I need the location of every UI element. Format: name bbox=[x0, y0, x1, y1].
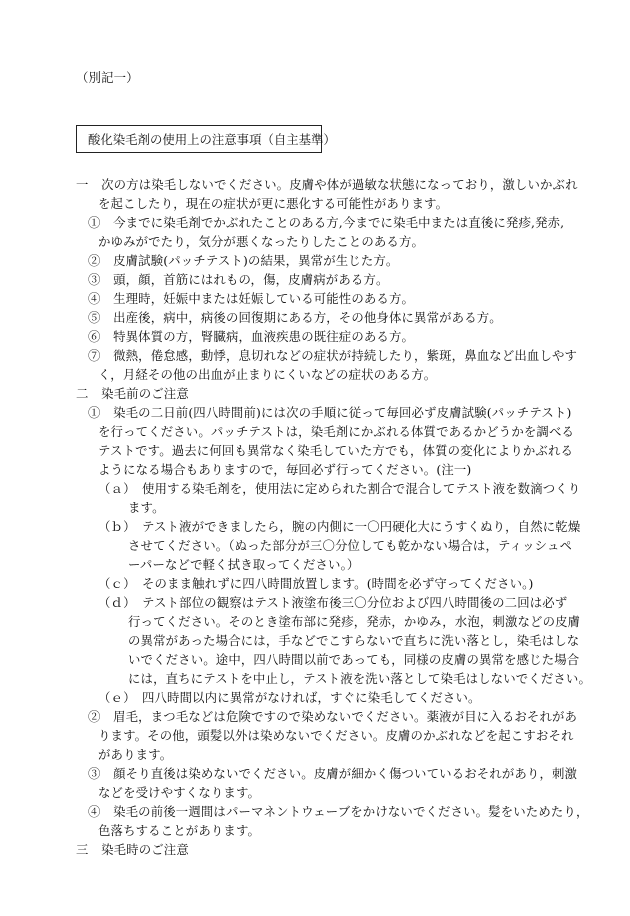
text-line: ようになる場合もありますので，毎回必ず行ってください。(注一) bbox=[98, 462, 472, 477]
text-line: ① 染毛の二日前(四八時間前)には次の手順に従って毎回必ず皮膚試験(パッチテスト) bbox=[88, 405, 572, 420]
box-title: 酸化染毛剤の使用上の注意事項（自主基準） bbox=[88, 132, 336, 147]
text-line: などを受けやすくなります。 bbox=[98, 785, 261, 800]
text-line: （ｂ） テスト液ができましたら，腕の内側に一〇円硬化大にうすくぬり，自然に乾燥 bbox=[98, 519, 581, 534]
text-line: ⑤ 出産後，病中，病後の回復期にある方，その他身体に異常がある方。 bbox=[88, 310, 502, 325]
text-line: （ｄ） テスト部位の観察はテスト液塗布後三〇分位および四八時間後の二回は必ず bbox=[98, 595, 568, 610]
text-line: ⑦ 微熱，倦怠感，動悸，息切れなどの症状が持続したり，紫斑，鼻血など出血しやす bbox=[88, 348, 578, 363]
text-line: 行ってください。そのとき塗布部に発疹，発赤，かゆみ，水泡，刺激などの皮膚 bbox=[128, 614, 581, 629]
text-line: く，月経その他の出血が止まりにくいなどの症状のある方。 bbox=[98, 367, 437, 382]
text-line: があります。 bbox=[98, 747, 173, 762]
text-line: ⑥ 特異体質の方，腎臓病，血液疾患の既往症のある方。 bbox=[88, 329, 415, 344]
text-line: ③ 頭，顔，首筋にはれもの，傷，皮膚病がある方。 bbox=[88, 272, 389, 287]
text-line: ります。その他，頭髪以外は染めないでください。皮膚のかぶれなどを起こすおそれ bbox=[98, 728, 574, 743]
text-line: 一 次の方は染毛しないでください。皮膚や体が過敏な状態になっており，激しいかぶれ bbox=[76, 177, 578, 192]
text-line: （ｃ） そのまま触れずに四八時間放置します。(時間を必ず守ってください。) bbox=[98, 576, 534, 591]
text-line: を起こしたり，現在の症状が更に悪化する可能性があります。 bbox=[98, 196, 449, 211]
text-line: ③ 顔そり直後は染めないでください。皮膚が細かく傷ついているおそれがあり，刺激 bbox=[88, 766, 578, 781]
section-heading: 三 染毛時のご注意 bbox=[76, 842, 189, 857]
text-line: ーパーなどで軽く拭き取ってください。） bbox=[128, 557, 360, 572]
title-box bbox=[76, 125, 336, 153]
text-line: ④ 生理時，妊娠中または妊娠している可能性のある方。 bbox=[88, 291, 415, 306]
text-line: （ａ） 使用する染毛剤を，使用法に定められた割合で混合してテスト液を数滴つくり bbox=[98, 481, 581, 496]
text-line: ① 今までに染毛剤でかぶれたことのある方,今までに染毛中または直後に発疹,発赤, bbox=[88, 215, 565, 230]
text-line: ④ 染毛の前後一週間はパーマネントウェーブをかけないでください。髪をいためたり， bbox=[88, 804, 589, 819]
text-line: ② 眉毛，まつ毛などは危険ですので染めないでください。薬液が目に入るおそれがあ bbox=[88, 709, 578, 724]
text-line: ます。 bbox=[128, 500, 165, 515]
text-line: いでください。途中，四八時間以前であっても，同様の皮膚の異常を感じた場合 bbox=[128, 652, 580, 667]
text-line: 色落ちすることがあります。 bbox=[98, 823, 261, 838]
section-heading: 二 染毛前のご注意 bbox=[76, 386, 189, 401]
text-line: ② 皮膚試験(パッチテスト)の結果，異常が生じた方。 bbox=[88, 253, 399, 268]
text-line: には，直ちにテストを中止し，テスト液を洗い落として染毛はしないでください。 bbox=[128, 671, 592, 686]
text-line: させてください。（ぬった部分が三〇分位しても乾かない場合は，ティッシュペ bbox=[128, 538, 573, 553]
text-line: を行ってください。パッチテストは，染毛剤にかぶれる体質であるかどうかを調べる bbox=[98, 424, 575, 439]
text-line: テストです。過去に何回も異常なく染毛していた方でも，体質の変化によりかぶれる bbox=[98, 443, 574, 458]
text-line: （ｅ） 四八時間以内に異常がなければ，すぐに染毛してください。 bbox=[98, 690, 481, 705]
text-line: かゆみがでたり，気分が悪くなったりしたことのある方。 bbox=[98, 234, 425, 249]
text-line: の異常があった場合には，手などでこすらないで直ちに洗い落とし，染毛はしな bbox=[128, 633, 580, 648]
appendix-label: （別記一） bbox=[76, 70, 139, 85]
